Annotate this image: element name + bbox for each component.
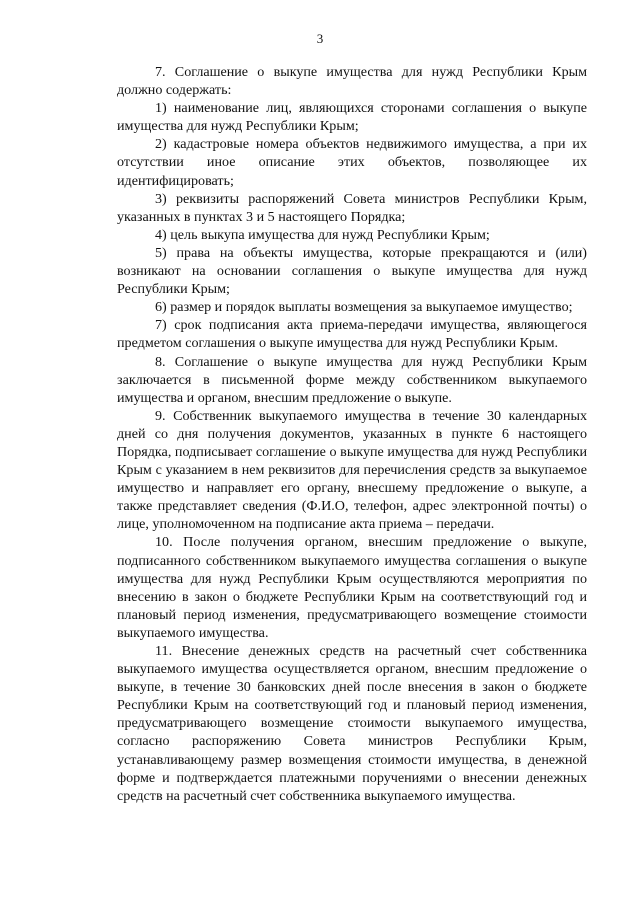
paragraph-9: 9. Собственник выкупаемого имущества в течение 30 календарных дней со дня получения документов, указанных в пункте 6 настоящего Порядка, подписывает соглашение о выкупе имущества для нужд Республики Крым с указанием в нем реквизитов для перечисления средств за выкупаемое имущество и направляет его органу, внесшему предложение о выкупе, а также представляет сведения (Ф.И.О, телефон, адрес электронной почты) о лице, уполномоченном на подписание акта приема – передачи. bbox=[117, 407, 587, 533]
paragraph-7-item-2: 2) кадастровые номера объектов недвижимого имущества, а при их отсутствии иное описание этих объектов, позволяющее их идентифицировать; bbox=[117, 136, 587, 189]
paragraph-7-item-1: 1) наименование лиц, являющихся сторонами соглашения о выкупе имущества для нужд Республики Крым; bbox=[117, 100, 587, 135]
document-body bbox=[117, 63, 587, 805]
paragraph-11: 11. Внесение денежных средств на расчетный счет собственника выкупаемого имущества осуществляется органом, внесшим предложение о выкупе, в течение 30 банковских дней после внесения в закон о бюджете Республики Крым на соответствующий год и плановый период изменения, предусматривающего возмещение стоимости выкупаемого имущества, согласно распоряжению Совета министров Республики Крым, устанавливающему размер возмещения стоимости имущества, в денежной форме и подтверждается платежными поручениями о внесении денежных средств на расчетный счет собственника выкупаемого имущества. bbox=[117, 643, 587, 804]
paragraph-10: 10. После получения органом, внесшим предложение о выкупе, подписанного собственником выкупаемого имущества соглашения о выкупе имущества для нужд Республики Крым осуществляются мероприятия по внесению в закон о бюджете Республики Крым на соответствующий год и плановый период изменения, предусматривающего возмещение стоимости выкупаемого имущества. bbox=[117, 534, 587, 641]
page-number: 3 bbox=[316, 31, 324, 46]
paragraph-7-item-5: 5) права на объекты имущества, которые прекращаются и (или) возникают на основании соглашения о выкупе имущества для нужд Республики Крым; bbox=[117, 244, 587, 298]
paragraph-7-item-4: 4) цель выкупа имущества для нужд Республики Крым; bbox=[155, 226, 490, 243]
paragraph-8: 8. Соглашение о выкупе имущества для нужд Республики Крым заключается в письменной форме между собственником выкупаемого имущества и органом, внесшим предложение о выкупе. bbox=[117, 353, 587, 406]
paragraph-7: 7. Соглашение о выкупе имущества для нужд Республики Крым должно содержать: bbox=[117, 64, 587, 99]
paragraph-7-item-7: 7) срок подписания акта приема-передачи имущества, являющегося предметом соглашения о выкупе имущества для нужд Республики Крым. bbox=[117, 317, 587, 352]
paragraph-7-item-6: 6) размер и порядок выплаты возмещения за выкупаемое имущество; bbox=[155, 299, 573, 316]
paragraph-7-item-3: 3) реквизиты распоряжений Совета министров Республики Крым, указанных в пунктах 3 и 5 настоящего Порядка; bbox=[117, 190, 587, 225]
